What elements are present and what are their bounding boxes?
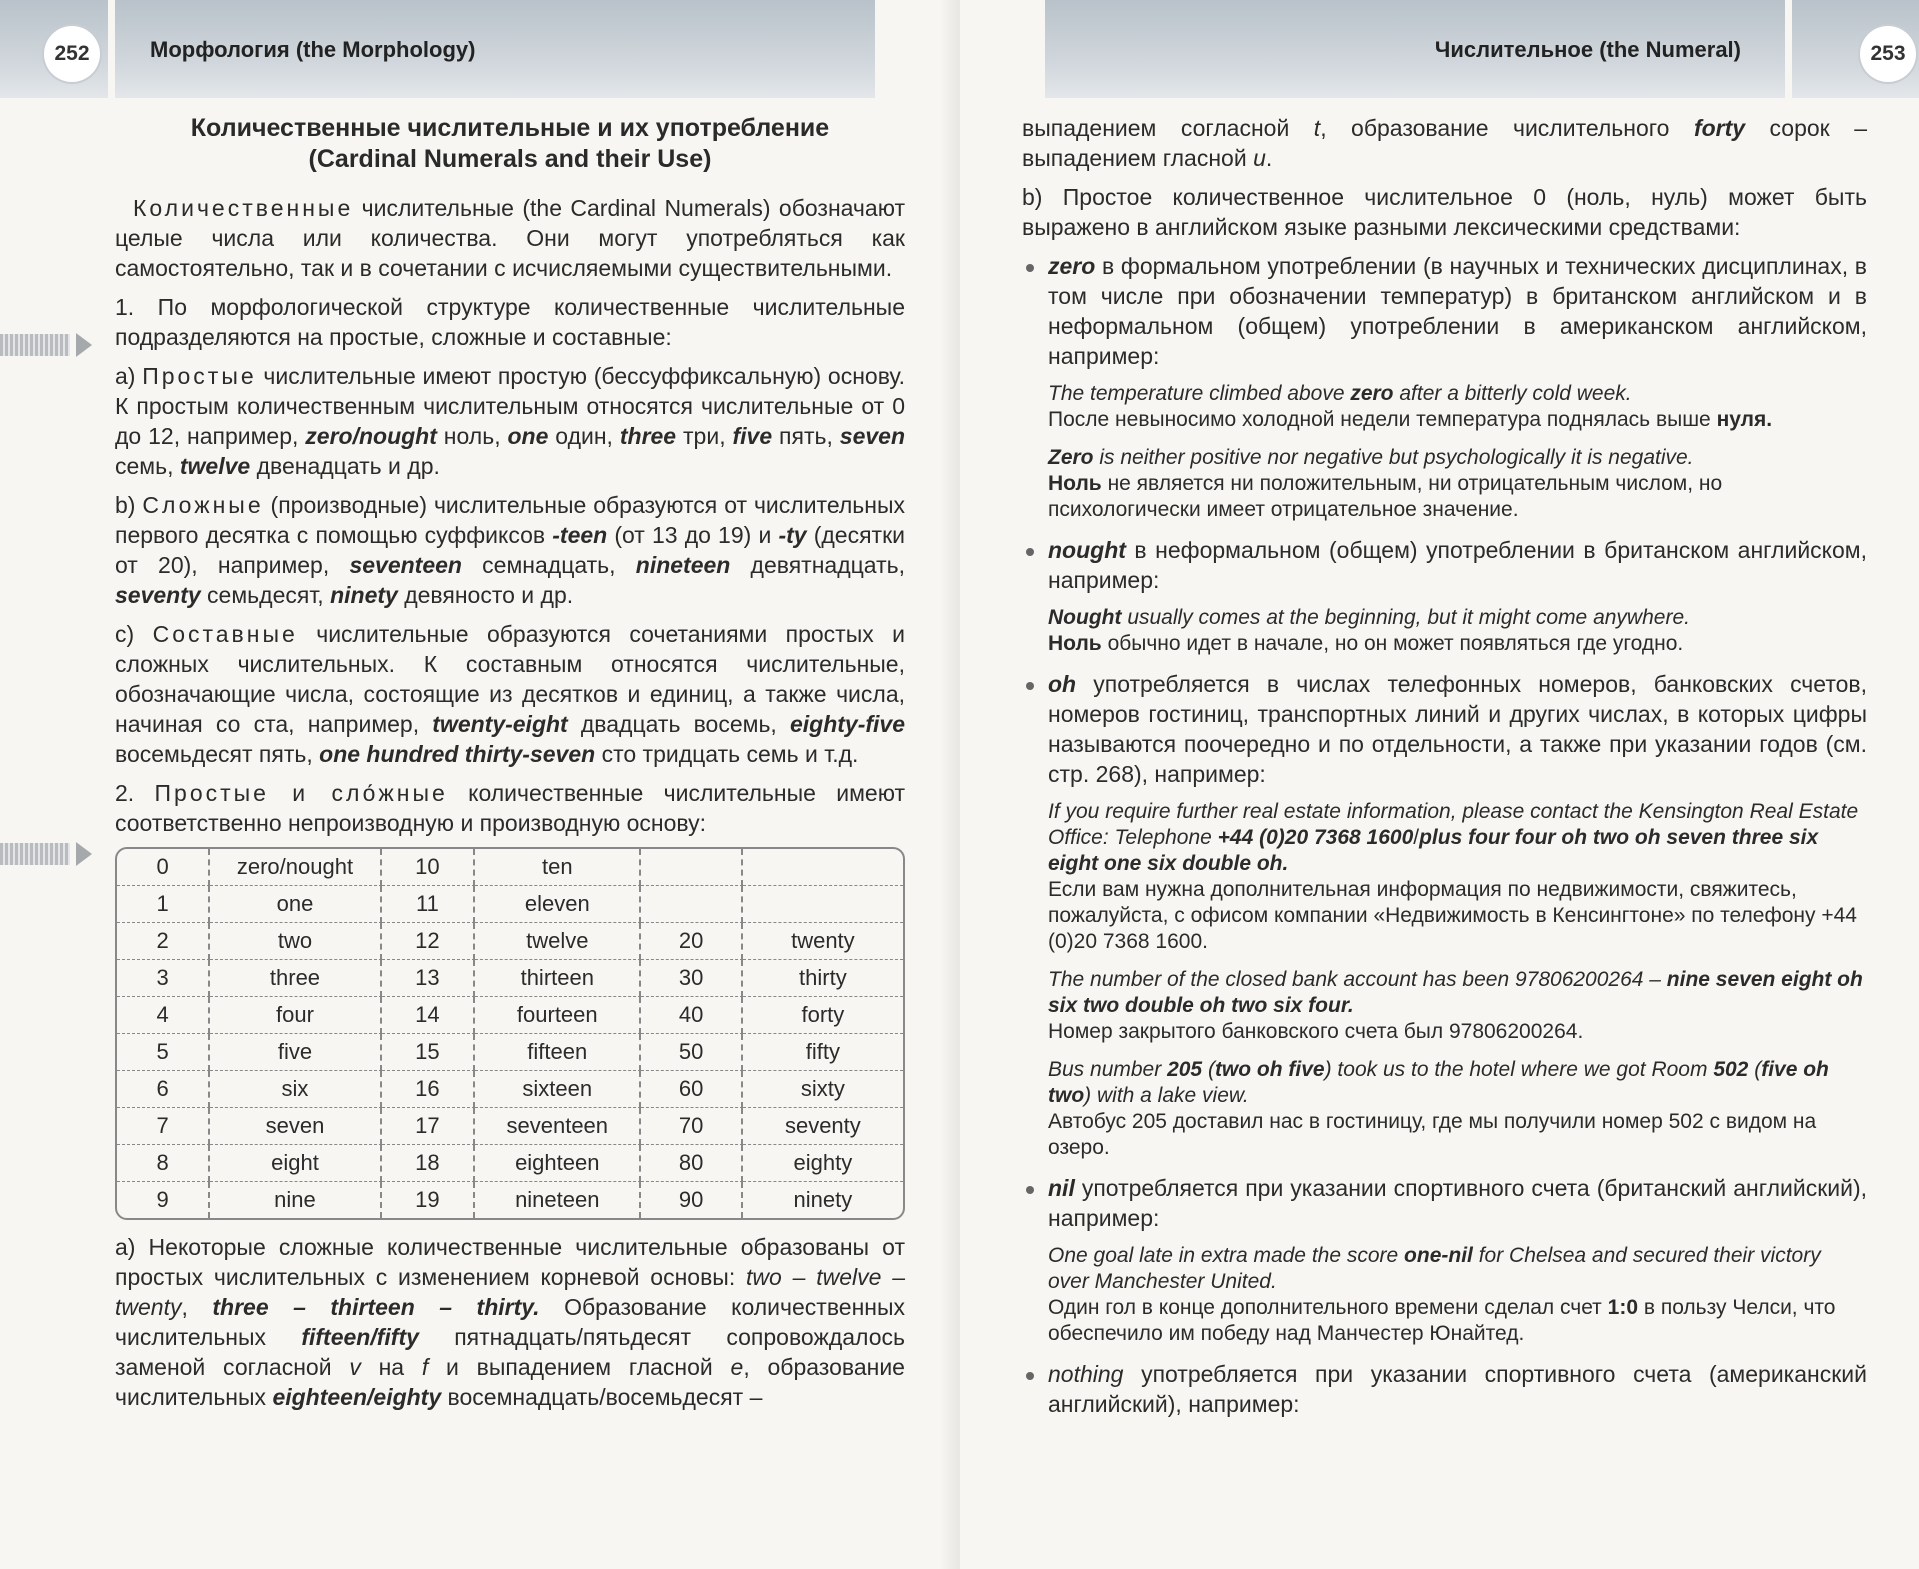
table-cell: eleven: [475, 886, 641, 923]
text: восемьдесят пять,: [115, 741, 320, 767]
example-ru: обычно идет в начале, но он может появляться где угодно.: [1101, 632, 1684, 655]
table-cell: two: [210, 923, 381, 960]
text: , образование числительных: [115, 1354, 905, 1410]
term: twenty-eight: [432, 711, 568, 737]
text: количественные числительные имеют соответственно непроизводную и производную основу:: [115, 780, 905, 836]
table-cell: ten: [475, 849, 641, 886]
table-cell: 9: [117, 1182, 210, 1218]
right-text-column: [1022, 113, 1867, 1427]
text: три,: [676, 423, 733, 449]
table-cell: 1: [117, 886, 210, 923]
term: f: [421, 1354, 429, 1380]
table-cell: 3: [117, 960, 210, 997]
table-cell: 50: [641, 1034, 742, 1071]
term: eighty-five: [789, 711, 906, 737]
text: семнадцать,: [461, 552, 636, 578]
example-en: after a bitterly cold week.: [1393, 382, 1632, 405]
paragraph-a: [115, 361, 905, 481]
term: 205: [1167, 1058, 1203, 1081]
term: -ty: [778, 522, 807, 548]
bullet-icon: [1026, 264, 1034, 272]
table-cell: 17: [382, 1108, 475, 1145]
table-row: [117, 1108, 903, 1145]
text: ноль,: [436, 423, 508, 449]
text: a): [115, 363, 143, 389]
table-cell: [641, 849, 742, 886]
example-ru: Если вам нужна дополнительная информация по недвижимости, свяжитесь, пожалуйста, с офисом компании «Недвижимость в Кенсингтоне» по телефону +44 (0)20 7368 1600.: [1048, 878, 1857, 953]
text: пять,: [772, 423, 840, 449]
table-cell: thirteen: [475, 960, 641, 997]
table-cell: 18: [382, 1145, 475, 1182]
term: three: [619, 423, 677, 449]
table-cell: 7: [117, 1108, 210, 1145]
table-cell: 20: [641, 923, 742, 960]
text: восемнадцать/восемьдесят –: [441, 1384, 763, 1410]
table-cell: ninety: [793, 1187, 853, 1212]
table-cell: fourteen: [475, 997, 641, 1034]
paragraph-2: [115, 778, 905, 838]
page-number: 252: [44, 26, 100, 82]
numerals-table: [115, 847, 905, 1220]
text: числительные имеют простую (бессуффиксальную) основу. К простым количественным числительным относятся числительные от 0 до 12, например,: [115, 363, 905, 449]
bullet-oh: [1022, 669, 1867, 789]
text: употребляется при указании спортивного счета (британский английский), например:: [1048, 1175, 1867, 1231]
table-cell: 0: [117, 849, 210, 886]
term: 1:0: [1607, 1296, 1638, 1319]
running-head: Морфология (the Morphology): [150, 37, 476, 62]
term: zero: [1048, 253, 1096, 279]
table-cell: 19: [382, 1182, 475, 1218]
example: [1048, 605, 1867, 657]
term: plus four four oh two oh seven three six eight one six double oh.: [1048, 826, 1819, 875]
term: seventeen: [349, 552, 462, 578]
text: Образование количественных числительных: [115, 1294, 906, 1350]
text: и выпадением гласной: [428, 1354, 731, 1380]
example-en: (: [1202, 1058, 1215, 1081]
table-cell: seventy: [743, 1108, 903, 1145]
term: oh: [1048, 671, 1077, 697]
table-cell: seventeen: [475, 1108, 641, 1145]
table-cell: 8: [117, 1145, 210, 1182]
bullet-nothing: [1022, 1359, 1867, 1419]
text: c): [115, 621, 153, 647]
term: two – twelve – twenty: [115, 1264, 905, 1320]
term: five: [732, 423, 773, 449]
term: one hundred thirty-seven: [319, 741, 596, 767]
example-en: usually comes at the beginning, but it might come anywhere.: [1121, 606, 1690, 629]
table-cell: 60: [641, 1071, 742, 1108]
table-cell: forty: [743, 997, 903, 1034]
table-row: [117, 1071, 903, 1108]
term: Ноль: [1048, 632, 1102, 655]
table-cell: five: [210, 1034, 381, 1071]
text: 2.: [115, 780, 155, 806]
term: five oh two: [1048, 1058, 1829, 1107]
table-cell: 15: [382, 1034, 475, 1071]
term: Zero: [1048, 446, 1094, 469]
paragraph-c: [115, 619, 905, 769]
table-cell: eighteen: [475, 1145, 641, 1182]
example-en: One goal late in extra made the score: [1048, 1244, 1405, 1267]
table-row: [117, 1182, 903, 1218]
text: сто тридцать семь и т.д.: [595, 741, 859, 767]
term: v: [349, 1354, 361, 1380]
text: выпадением согласной: [1022, 115, 1314, 141]
term: eighteen/eighty: [272, 1384, 442, 1410]
section-marker-icon: [0, 328, 100, 362]
bullet-nil: [1022, 1173, 1867, 1233]
spaced-term: Простые и сло́жные: [154, 780, 448, 806]
term: one-nil: [1404, 1244, 1473, 1267]
text: девятнадцать,: [730, 552, 905, 578]
table-cell: sixteen: [475, 1071, 641, 1108]
table-cell: 2: [117, 923, 210, 960]
example-en: Bus number: [1048, 1058, 1168, 1081]
table-cell: [743, 886, 903, 923]
table-cell: eighty: [743, 1145, 903, 1182]
intro-paragraph: [115, 193, 905, 283]
spaced-term: Сложные: [142, 492, 264, 518]
text: на: [360, 1354, 422, 1380]
table-cell: seven: [210, 1108, 381, 1145]
bullet-icon: [1026, 548, 1034, 556]
term: nothing: [1048, 1361, 1124, 1387]
table-row: [117, 997, 903, 1034]
table-cell: [743, 849, 903, 886]
left-text-column: [115, 113, 905, 1421]
text: (от 13 до 19) и: [607, 522, 779, 548]
table-cell: fifteen: [475, 1034, 641, 1071]
bullet-icon: [1026, 1186, 1034, 1194]
bullet-zero: [1022, 251, 1867, 371]
table-cell: 4: [117, 997, 210, 1034]
title-line: Количественные числительные и их употребление: [190, 114, 830, 142]
text: семь,: [115, 453, 180, 479]
table-cell: three: [210, 960, 381, 997]
text: двадцать восемь,: [567, 711, 790, 737]
paragraph-b: [115, 490, 905, 610]
example-en: (: [1748, 1058, 1762, 1081]
text: /: [1413, 826, 1420, 849]
example-en: ) took us to the hotel where we got Room: [1324, 1058, 1714, 1081]
term: ninety: [330, 582, 398, 608]
example-ru: не является ни положительным, ни отрицательным числом, но психологически имеет отрицательное значение.: [1048, 472, 1723, 521]
text: a) Некоторые сложные количественные числительные образованы от простых числительных с изменением корневой основы:: [115, 1234, 905, 1290]
term: nine seven eight oh six two double oh two six four.: [1048, 968, 1863, 1017]
example-en: The number of the closed bank account has been 97806200264 –: [1048, 968, 1667, 991]
example-ru: Номер закрытого банковского счета был 97806200264.: [1048, 1020, 1584, 1043]
term: zero/nought: [305, 423, 437, 449]
example: [1048, 967, 1867, 1045]
text: двенадцать и др.: [250, 453, 440, 479]
example: [1048, 1057, 1867, 1161]
term: forty: [1693, 115, 1746, 141]
text: употребляется при указании спортивного счета (американский английский), например:: [1048, 1361, 1867, 1417]
bullet-icon: [1026, 682, 1034, 690]
text: девяносто и др.: [397, 582, 574, 608]
term: Ноль: [1048, 472, 1102, 495]
table-cell: 14: [382, 997, 475, 1034]
example: [1048, 799, 1867, 955]
text: (десятки от 20), например,: [115, 522, 905, 578]
text: b): [115, 492, 143, 518]
text: в неформальном (общем) употреблении в британском английском, например:: [1048, 537, 1867, 593]
table-cell: 30: [641, 960, 742, 997]
running-head: Числительное (the Numeral): [1434, 37, 1741, 62]
table-cell: twelve: [475, 923, 641, 960]
example-ru: После невыносимо холодной недели температура поднялась выше: [1048, 408, 1717, 431]
table-cell: 10: [382, 849, 475, 886]
example: [1048, 1243, 1867, 1347]
example-en: The temperature climbed above: [1048, 382, 1351, 405]
spaced-term: Составные: [152, 621, 298, 647]
title-line: (Cardinal Numerals and their Use): [308, 145, 712, 173]
text: пятнадцать/пятьдесят сопровождалось заменой согласной: [115, 1324, 905, 1380]
term: nil: [1048, 1175, 1075, 1201]
term: seventy: [115, 582, 201, 608]
table-row: [117, 960, 903, 997]
table-cell: thirty: [743, 960, 903, 997]
term: nought: [1048, 537, 1126, 563]
table-row: [117, 849, 903, 886]
example-ru: Автобус 205 доставил нас в гостиницу, где мы получили номер 502 с видом на озеро.: [1048, 1110, 1817, 1159]
spaced-term: Простые: [142, 363, 257, 389]
table-cell: [641, 886, 742, 923]
term: two oh five: [1214, 1058, 1325, 1081]
text: сорок – выпадением гласной: [1022, 115, 1867, 171]
table-cell: four: [210, 997, 381, 1034]
table-cell: six: [210, 1071, 381, 1108]
table-cell: 12: [382, 923, 475, 960]
section-title: [115, 113, 905, 175]
example-en: for Chelsea and secured their victory over Manchester United.: [1048, 1244, 1821, 1293]
text: в формальном употреблении (в научных и технических дисциплинах, в том числе при обозначении температур) в британском английском и в неформальном (общем) употреблении в американском английском, например:: [1048, 253, 1867, 369]
text: употребляется в числах телефонных номеров, банковских счетов, номеров гостиниц, транспортных линий и других числах, в которых цифры называются поочередно и по отдельности, а также при указании годов (см. стр. 268), например:: [1048, 671, 1867, 787]
term: нуля.: [1716, 408, 1773, 431]
table-row: [117, 1034, 903, 1071]
table-cell: nineteen: [475, 1182, 641, 1218]
paragraph-1: 1. По морфологической структуре количественные числительные подразделяются на простые, сложные и составные:: [115, 294, 905, 350]
bullet-icon: [1026, 1372, 1034, 1380]
term: 502: [1713, 1058, 1749, 1081]
text: семьдесят,: [200, 582, 331, 608]
left-page: [0, 0, 950, 1569]
table-cell: 6: [117, 1071, 210, 1108]
term: +44 (0)20 7368 1600: [1217, 826, 1414, 849]
term: fifteen/fifty: [301, 1324, 419, 1350]
table-cell: one: [210, 886, 381, 923]
term: zero: [1350, 382, 1394, 405]
term: one: [507, 423, 549, 449]
table-cell: 90: [641, 1182, 742, 1218]
example: [1048, 445, 1867, 523]
example: [1048, 381, 1867, 433]
table-cell: 13: [382, 960, 475, 997]
spaced-term: Количественные: [133, 195, 354, 221]
text: .: [1265, 145, 1273, 171]
table-row: [117, 923, 903, 960]
example-ru: Один гол в конце дополнительного времени сделал счет: [1048, 1296, 1608, 1319]
term: nineteen: [635, 552, 731, 578]
page-number: 253: [1860, 26, 1916, 82]
section-marker-icon: [0, 837, 100, 871]
table-cell: 80: [641, 1145, 742, 1182]
table-cell: sixty: [743, 1071, 903, 1108]
right-page: [960, 0, 1919, 1569]
text: один,: [548, 423, 620, 449]
table-row: [117, 1145, 903, 1182]
text: , образование числительного: [1320, 115, 1694, 141]
term: three – thirteen – thirty.: [212, 1294, 540, 1320]
term: t: [1313, 115, 1321, 141]
paragraph-d: [115, 1232, 905, 1412]
example-en: is neither positive nor negative but psychologically it is negative.: [1093, 446, 1694, 469]
text: числительные образуются сочетаниями простых и сложных числительных. К составным относятся числительные, обозначающие числа, состоящие из десятков и единиц, а также числа, начиная со ста, например,: [115, 621, 905, 737]
bullet-nought: [1022, 535, 1867, 595]
table-cell: 70: [641, 1108, 742, 1145]
term: e: [730, 1354, 744, 1380]
table-cell: 16: [382, 1071, 475, 1108]
example-ru: в пользу Челси, что обеспечило им победу над Манчестер Юнайтед.: [1048, 1296, 1836, 1345]
example-en: If you require further real estate information, please contact the Kensington Real Estate Office: Telephone: [1048, 800, 1859, 849]
text: числительные (the Cardinal Numerals) обозначают целые числа или количества. Они могут употребляться как самостоятельно, так и в сочетании с исчисляемыми существительными.: [115, 195, 905, 281]
table-cell: zero/nought: [210, 849, 381, 886]
table-cell: fifty: [743, 1034, 903, 1071]
table-cell: eight: [210, 1145, 381, 1182]
term: -teen: [552, 522, 608, 548]
table-cell: nine: [210, 1182, 381, 1218]
continuation-paragraph: [1022, 113, 1867, 173]
term: seven: [839, 423, 905, 449]
term: Nought: [1048, 606, 1122, 629]
term: twelve: [179, 453, 251, 479]
example-en: ) with a lake view.: [1084, 1084, 1249, 1107]
table-row: [117, 886, 903, 923]
table-cell: 5: [117, 1034, 210, 1071]
term: u: [1253, 145, 1266, 171]
table-cell: 40: [641, 997, 742, 1034]
table-cell: 11: [382, 886, 475, 923]
table-cell: twenty: [743, 923, 903, 960]
text: ,: [181, 1294, 213, 1320]
paragraph-b-zero: b) Простое количественное числительное 0 (ноль, нуль) может быть выражено в английском языке разными лексическими средствами:: [1022, 184, 1867, 240]
text: (производные) числительные образуются от числительных первого десятка с помощью суффиксов: [115, 492, 905, 548]
